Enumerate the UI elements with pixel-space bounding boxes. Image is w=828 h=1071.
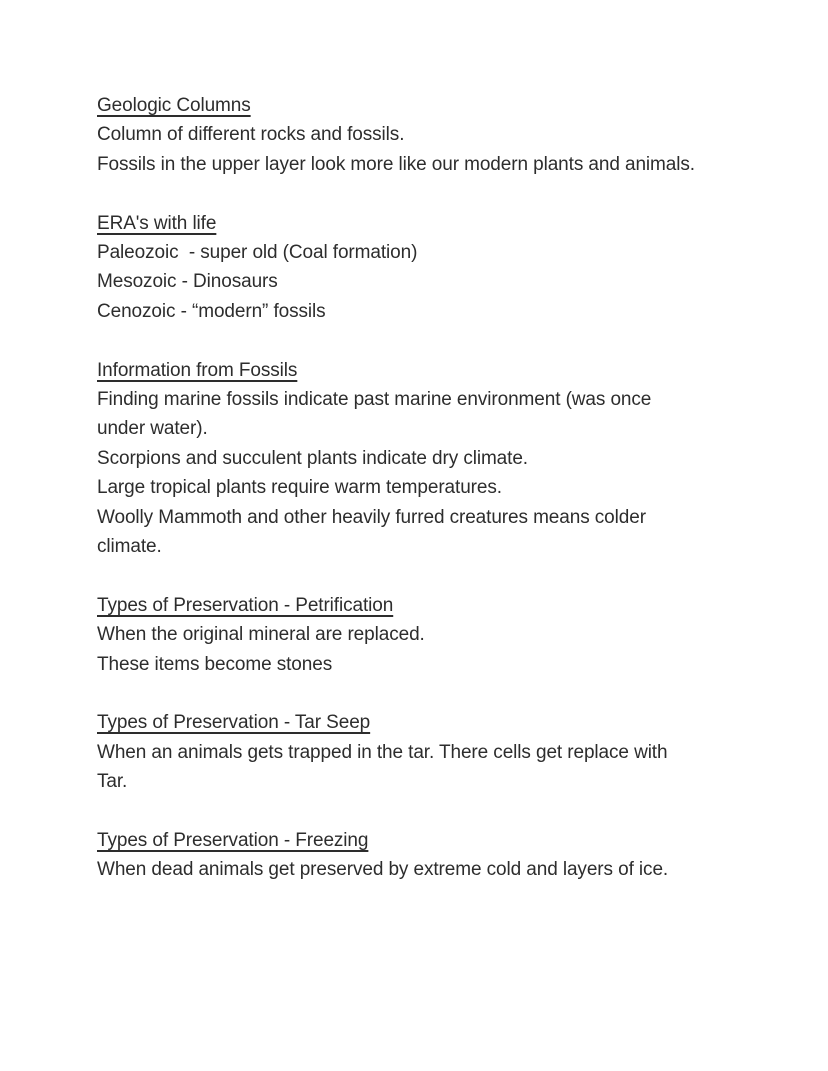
note-line: Finding marine fossils indicate past marine environment (was once xyxy=(97,389,652,411)
note-section xyxy=(97,91,788,179)
note-section xyxy=(97,826,788,885)
note-line: Paleozoic - super old (Coal formation) xyxy=(97,242,418,264)
note-line: These items become stones xyxy=(97,653,333,675)
section-heading: Information from Fossils xyxy=(97,359,298,381)
note-section xyxy=(97,356,788,562)
note-line: When an animals gets trapped in the tar. There cells get replace with xyxy=(97,741,668,763)
note-line: Column of different rocks and fossils. xyxy=(97,124,405,146)
section-heading: Types of Preservation - Tar Seep xyxy=(97,712,371,734)
note-section xyxy=(97,708,788,796)
note-line: Cenozoic - “modern” fossils xyxy=(97,300,326,322)
note-line: Scorpions and succulent plants indicate dry climate. xyxy=(97,447,528,469)
note-line: Mesozoic - Dinosaurs xyxy=(97,271,278,293)
note-line: Large tropical plants require warm temperatures. xyxy=(97,477,502,499)
note-line: When dead animals get preserved by extreme cold and layers of ice. xyxy=(97,859,669,881)
note-section xyxy=(97,209,788,327)
note-line: When the original mineral are replaced. xyxy=(97,624,425,646)
note-line: Fossils in the upper layer look more like our modern plants and animals. xyxy=(97,153,695,175)
note-line: climate. xyxy=(97,536,162,558)
section-heading: Types of Preservation - Freezing xyxy=(97,830,369,852)
note-line: under water). xyxy=(97,418,208,440)
section-heading: Types of Preservation - Petrification xyxy=(97,594,394,616)
section-heading: Geologic Columns xyxy=(97,95,251,116)
note-section xyxy=(97,591,788,679)
section-heading: ERA's with life xyxy=(97,212,217,234)
note-line: Tar. xyxy=(97,771,128,793)
note-line: Woolly Mammoth and other heavily furred creatures means colder xyxy=(97,506,646,528)
notes-body xyxy=(97,91,788,885)
